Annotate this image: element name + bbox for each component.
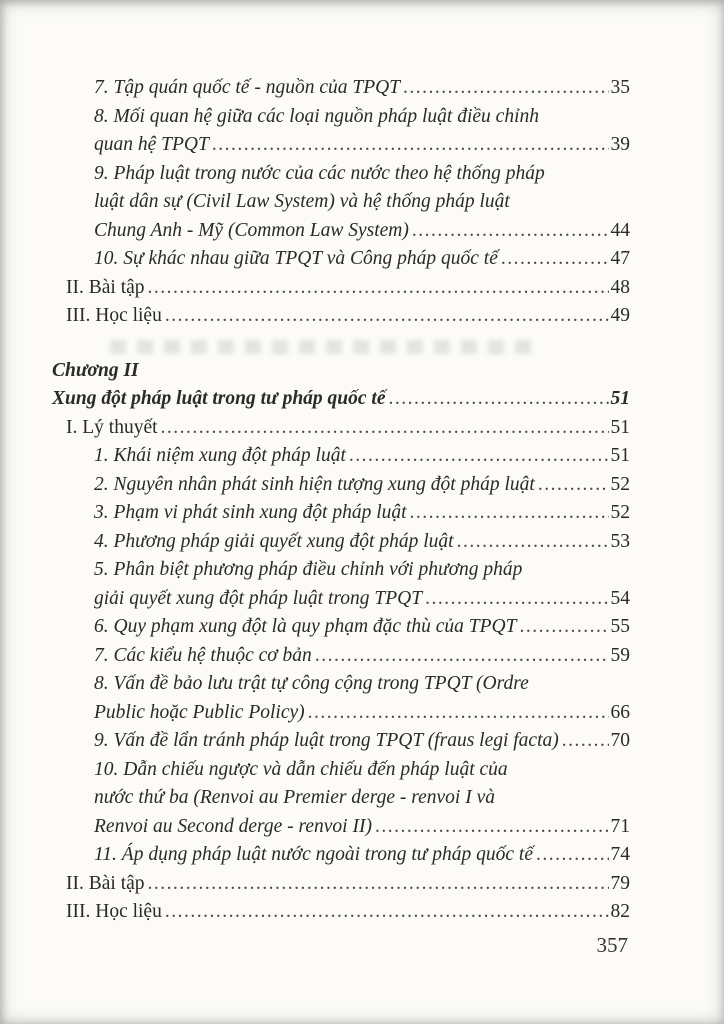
toc-entry [94,642,630,671]
toc-entry-text: giải quyết xung đột pháp luật trong TPQT [94,587,423,609]
toc-entry-text: III. Học liệu [66,305,162,326]
toc-leader-dots [165,302,609,331]
toc-entry-text: Chương II [52,359,139,381]
toc-leader-dots [519,613,608,642]
toc-page-number: 71 [610,815,630,837]
toc-entry [94,670,630,727]
toc-entry-text: 10. Sự khác nhau giữa TPQT và Công pháp quốc tế [94,248,498,269]
toc-chapter-title [52,385,630,414]
toc-entry [66,414,630,443]
toc-entry [94,103,630,160]
toc-entry-text: I. Lý thuyết [66,416,158,438]
toc-page-number: 66 [610,701,630,723]
toc-entry [94,499,630,528]
toc-page-number: 55 [610,616,630,637]
toc-entry-text: 3. Phạm vi phát sinh xung đột pháp luật [94,502,407,523]
toc-page-number: 52 [610,473,630,495]
toc-page-number: 52 [610,502,630,523]
toc-chapter-label [52,357,630,386]
toc-page-number: 48 [610,276,630,298]
toc-entry-text: quan hệ TPQT [94,134,209,155]
toc-entry-text: 7. Tập quán quốc tế - nguồn của TPQT [94,77,401,98]
toc-entry-text: 6. Quy phạm xung đột là quy phạm đặc thù của TPQT [94,616,517,637]
toc-leader-dots [375,813,609,842]
toc-leader-dots [562,727,609,756]
toc-entry-text: 11. Áp dụng pháp luật nước ngoài trong tư pháp quốc tế [94,844,533,865]
toc-entry [66,302,630,331]
toc-leader-dots [425,585,608,614]
toc-entry-text: Public hoặc Public Policy) [94,701,305,723]
toc-entry-text: 5. Phân biệt phương pháp điều chỉnh với phương pháp [94,559,523,580]
toc-entry-text: 10. Dẫn chiếu ngược và dẫn chiếu đến pháp luật của [94,758,508,780]
table-of-contents [52,74,630,927]
toc-entry-text: 7. Các kiểu hệ thuộc cơ bản [94,644,312,666]
toc-leader-dots [536,841,609,870]
toc-entry [94,727,630,756]
toc-page-number: 59 [610,644,630,666]
toc-leader-dots [410,499,609,528]
toc-entry [66,870,630,899]
toc-entry [94,528,630,557]
toc-leader-dots [148,870,609,899]
toc-entry-text: 2. Nguyên nhân phát sinh hiện tượng xung đột pháp luật [94,473,535,495]
toc-entry-text: luật dân sự (Civil Law System) và hệ thống pháp luật [94,191,510,212]
toc-leader-dots [148,274,609,303]
scan-bleed-artifact [110,340,540,354]
toc-entry [66,274,630,303]
toc-page-number: 79 [610,872,630,894]
toc-entry-text: nước thứ ba (Renvoi au Premier derge - renvoi I và [94,787,495,808]
toc-entry [94,245,630,274]
toc-page-number: 49 [610,305,630,326]
toc-leader-dots [212,131,609,160]
toc-page-number: 39 [610,134,630,155]
toc-leader-dots [538,471,609,500]
toc-entry-text: 8. Vấn đề bảo lưu trật tự công cộng trong TPQT (Ordre [94,673,529,694]
toc-page-number: 51 [610,416,630,438]
toc-entry [94,556,630,613]
toc-page-number: 47 [610,248,630,269]
toc-page-number: 51 [610,388,630,409]
toc-entry [66,898,630,927]
toc-entry [94,442,630,471]
toc-leader-dots [501,245,609,274]
toc-page-number: 82 [610,901,630,922]
toc-leader-dots [403,74,608,103]
toc-entry [94,471,630,500]
toc-page-number: 51 [610,445,630,466]
toc-entry [94,74,630,103]
toc-entry-text: 4. Phương pháp giải quyết xung đột pháp luật [94,530,454,552]
toc-entry [94,613,630,642]
toc-leader-dots [457,528,609,557]
toc-entry-text: 9. Vấn đề lẩn tránh pháp luật trong TPQT (fraus legi facta) [94,730,559,751]
page-number-footer: 357 [596,933,628,957]
toc-entry [94,160,630,246]
toc-entry-text: Chung Anh - Mỹ (Common Law System) [94,219,409,241]
toc-entry-text: 1. Khái niệm xung đột pháp luật [94,445,346,466]
toc-leader-dots [308,699,609,728]
toc-entry [94,841,630,870]
toc-leader-dots [349,442,609,471]
toc-entry-text: 9. Pháp luật trong nước của các nước theo hệ thống pháp [94,162,545,184]
toc-leader-dots [412,217,609,246]
toc-entry-text: III. Học liệu [66,901,162,922]
toc-page-number: 74 [610,844,630,865]
toc-page-number: 54 [610,587,630,609]
toc-page-number: 44 [610,219,630,241]
toc-leader-dots [389,385,609,414]
toc-page-number: 70 [610,730,630,751]
toc-page-number: 53 [610,530,630,552]
toc-entry [94,756,630,842]
toc-leader-dots [161,414,609,443]
toc-entry-text: Xung đột pháp luật trong tư pháp quốc tế [52,388,386,409]
toc-entry-text: II. Bài tập [66,872,145,894]
toc-page-number: 35 [610,77,630,98]
toc-entry-text: Renvoi au Second derge - renvoi II) [94,815,372,837]
toc-entry-text: II. Bài tập [66,276,145,298]
toc-leader-dots [315,642,609,671]
toc-entry-text: 8. Mối quan hệ giữa các loại nguồn pháp luật điều chỉnh [94,105,539,127]
toc-leader-dots [165,898,609,927]
